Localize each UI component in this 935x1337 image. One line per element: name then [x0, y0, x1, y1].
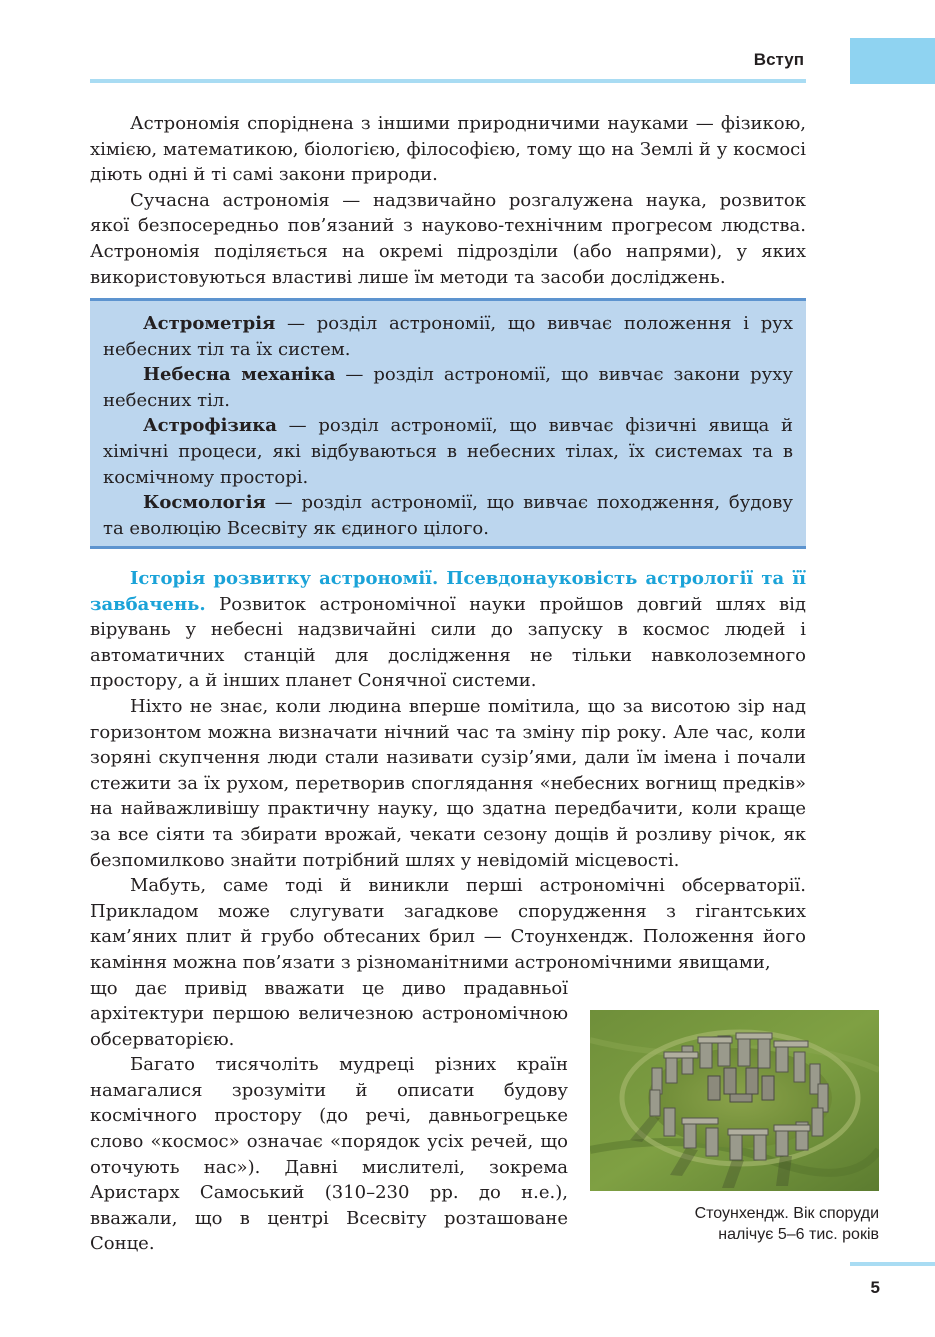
- corner-tab: [850, 38, 935, 84]
- definition-astrophysics: [103, 413, 793, 490]
- definition-term: Космологія: [143, 492, 266, 514]
- intro-paragraph-1: Астрономія споріднена з іншими природничими науками — фізикою, хімією, математикою, біологією, філософією, тому що на Землі й у космосі діють одні й ті самі закони природи.: [90, 113, 806, 186]
- page-number: 5: [870, 1278, 880, 1297]
- footer-rule: [850, 1262, 935, 1266]
- intro-paragraph-2: Сучасна астрономія — надзвичайно розгалужена наука, розвиток якої безпосередньо пов’язаний з науково-технічним прогресом людства. Астрономія поділяється на окремі підрозділи (або напрями), у яких використовуються властиві лише їм методи та засоби досліджень.: [90, 189, 806, 288]
- definition-term: Астрометрія: [143, 313, 276, 334]
- definitions-box: [90, 298, 806, 549]
- definition-text: — розділ астрономії, що вивчає походження, будову та еволюцію Всесвіту як єдиного цілого.: [103, 492, 793, 539]
- header-rule: [90, 79, 806, 83]
- history-heading: Історія розвитку астрономії. Псевдонауковість астрології та її завбачень.: [90, 568, 806, 615]
- history-paragraph-3: Мабуть, саме тоді й виникли перші астрономічні обсерваторії. Прикладом може слугувати загадкове спорудження з гігантських кам’яних плит й грубо обтесаних брил — Стоунхендж. Положення його каміння можна пов’язати з різноманітними астрономічними явищами,: [90, 875, 806, 973]
- history-paragraph-1-text: Розвиток астрономічної науки пройшов довгий шлях від вірувань у небесні надзвичайні сили до запуску в космос людей і автоматичних станцій для дослідження не тільки навколоземного простору, а й інших планет Сонячної системи.: [90, 593, 806, 692]
- caption-line-2: налічує 5–6 тис. років: [718, 1226, 879, 1243]
- definition-text: — розділ астрономії, що вивчає закони руху небесних тіл.: [103, 364, 793, 411]
- definition-term: Небесна механіка: [143, 364, 336, 386]
- definition-text: — розділ астрономії, що вивчає положення і рух небесних тіл та їх систем.: [103, 313, 793, 360]
- caption-line-1: Стоунхендж. Вік споруди: [694, 1205, 879, 1222]
- definition-astrometry: [103, 311, 793, 362]
- history-paragraph-2: Ніхто не знає, коли людина вперше помітила, що за висотою зір над горизонтом можна визначати нічний час та зміну пір року. Але час, коли зоряні скупчення люди стали називати сузір’ями, дали їм імена і почали стежити за їх рухом, перетворив споглядання «небесних вогнищ предків» на найважливішу практичну науку, що здатна передбачити, коли краще за все сіяти та збирати врожай, чекати сезону дощів й розливу річок, як безпомилково знайти потрібний шлях у невідомій місцевості.: [90, 695, 806, 871]
- section-title: Вступ: [753, 50, 804, 69]
- intro-text: [90, 111, 806, 290]
- history-narrow-column: [90, 976, 568, 1258]
- history-paragraph-1: [90, 566, 806, 694]
- history-paragraph-3-continued: що дає привід вважати це диво прадавньої архітектури першою величезною астрономічною обсерваторією.: [90, 977, 568, 1050]
- definition-celestial-mechanics: [103, 362, 793, 413]
- history-paragraph-4: Багато тисячоліть мудреці різних країн намагалися зрозуміти й описати будову космічного простору (до речі, давньогрецьке слово «космос» означає «порядок усіх речей, що оточують нас»). Давні мислителі, зокрема Аристарх Самоський (310–230 рр. до н.е.), вважали, що в центрі Всесвіту розташоване Сонце.: [90, 1054, 568, 1255]
- definition-text: — розділ астрономії, що вивчає фізичні явища й хімічні процеси, які відбуваються в небесних тілах, їх системах та в космічному просторі.: [103, 415, 793, 488]
- stonehenge-photo: [590, 1010, 879, 1191]
- definition-term: Астрофізика: [143, 415, 277, 437]
- photo-caption: [590, 1203, 879, 1245]
- definition-cosmology: [103, 490, 793, 541]
